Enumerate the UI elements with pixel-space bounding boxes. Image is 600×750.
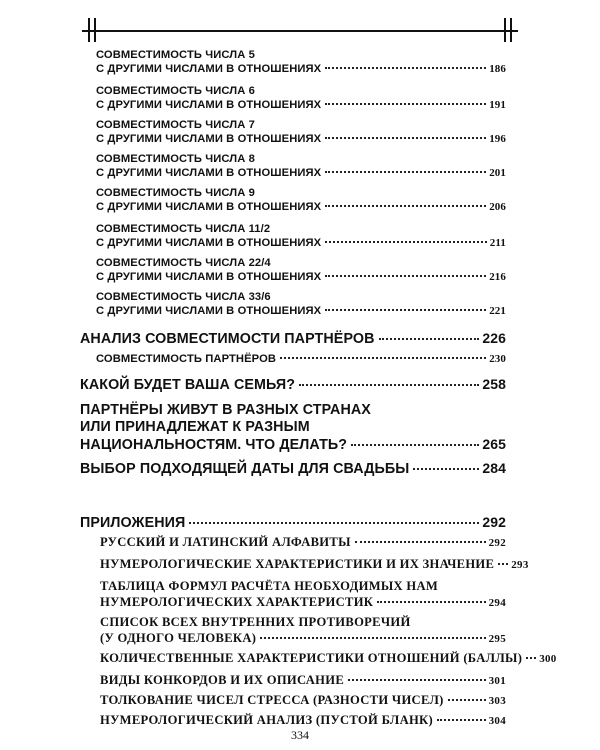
toc-entry-title: С ДРУГИМИ ЧИСЛАМИ В ОТНОШЕНИЯХ bbox=[96, 201, 322, 213]
dot-leader bbox=[413, 468, 479, 470]
toc-entry[interactable] bbox=[96, 256, 506, 284]
toc-chapter-countries[interactable] bbox=[80, 402, 506, 454]
toc-entry[interactable] bbox=[96, 48, 506, 76]
toc-entry[interactable] bbox=[96, 152, 506, 180]
toc-appendix-item[interactable] bbox=[100, 692, 506, 709]
toc-page-number: 304 bbox=[488, 715, 506, 727]
toc-page-number: 301 bbox=[488, 675, 506, 687]
toc-chapter-title: КАКОЙ БУДЕТ ВАША СЕМЬЯ? bbox=[80, 377, 296, 393]
toc-page-number: 292 bbox=[488, 537, 506, 549]
toc-page-number: 221 bbox=[489, 305, 506, 317]
toc-entry-title: СПИСОК ВСЕХ ВНУТРЕННИХ ПРОТИВОРЕЧИЙ bbox=[100, 615, 411, 629]
dot-leader bbox=[325, 67, 486, 69]
toc-page-number: 258 bbox=[482, 376, 506, 392]
toc-entry-title: С ДРУГИМИ ЧИСЛАМИ В ОТНОШЕНИЯХ bbox=[96, 63, 322, 75]
toc-entry-title: СОВМЕСТИМОСТЬ ПАРТНЁРОВ bbox=[96, 353, 277, 365]
toc-entry-title: ВИДЫ КОНКОРДОВ И ИХ ОПИСАНИЕ bbox=[100, 673, 345, 687]
dot-leader bbox=[325, 205, 486, 207]
toc-entry[interactable] bbox=[96, 290, 506, 318]
toc-entry-title: СОВМЕСТИМОСТЬ ЧИСЛА 33/6 bbox=[96, 291, 271, 303]
toc-appendix-item[interactable] bbox=[100, 556, 529, 573]
dot-leader bbox=[437, 719, 486, 721]
toc-page-number: 186 bbox=[489, 63, 506, 75]
toc-chapter-analysis[interactable] bbox=[80, 330, 506, 348]
toc-appendix-item[interactable] bbox=[100, 712, 506, 729]
toc-chapter-appendix[interactable] bbox=[80, 514, 506, 532]
toc-entry-title: (У ОДНОГО ЧЕЛОВЕКА) bbox=[100, 631, 257, 645]
dot-leader bbox=[325, 241, 487, 243]
toc-entry[interactable] bbox=[96, 222, 506, 250]
toc-page-number: 196 bbox=[489, 133, 506, 145]
dot-leader bbox=[379, 338, 480, 340]
dot-leader bbox=[348, 679, 486, 681]
toc-entry-title: НУМЕРОЛОГИЧЕСКИЙ АНАЛИЗ (ПУСТОЙ БЛАНК) bbox=[100, 713, 433, 727]
toc-entry-partners[interactable] bbox=[96, 352, 506, 366]
toc-entry-title: СОВМЕСТИМОСТЬ ЧИСЛА 8 bbox=[96, 153, 255, 165]
dot-leader bbox=[355, 541, 486, 543]
dot-leader bbox=[325, 275, 486, 277]
dot-leader bbox=[325, 137, 486, 139]
toc-page-number: 206 bbox=[489, 201, 506, 213]
dot-leader bbox=[325, 171, 486, 173]
dot-leader bbox=[526, 657, 536, 659]
toc-chapter-title: ПАРТНЁРЫ ЖИВУТ В РАЗНЫХ СТРАНАХ bbox=[80, 402, 371, 418]
toc-entry-title: С ДРУГИМИ ЧИСЛАМИ В ОТНОШЕНИЯХ bbox=[96, 99, 322, 111]
toc-entry[interactable] bbox=[96, 118, 506, 146]
toc-entry-title: ТАБЛИЦА ФОРМУЛ РАСЧЁТА НЕОБХОДИМЫХ НАМ bbox=[100, 579, 439, 593]
toc-chapter-title: ПРИЛОЖЕНИЯ bbox=[80, 515, 186, 531]
toc-entry-title: СОВМЕСТИМОСТЬ ЧИСЛА 9 bbox=[96, 187, 255, 199]
toc-entry[interactable] bbox=[96, 186, 506, 214]
dot-leader bbox=[299, 384, 479, 386]
toc-appendix-item[interactable] bbox=[100, 534, 506, 551]
toc-page-number: 284 bbox=[482, 460, 506, 476]
toc-page-number: 191 bbox=[489, 99, 506, 111]
toc-page-number: 201 bbox=[489, 167, 506, 179]
dot-leader bbox=[448, 699, 486, 701]
dot-leader bbox=[325, 309, 486, 311]
toc-page-number: 294 bbox=[488, 597, 506, 609]
toc-entry-title: С ДРУГИМИ ЧИСЛАМИ В ОТНОШЕНИЯХ bbox=[96, 305, 322, 317]
toc-page-number: 303 bbox=[488, 695, 506, 707]
toc-chapter-title: ВЫБОР ПОДХОДЯЩЕЙ ДАТЫ ДЛЯ СВАДЬБЫ bbox=[80, 461, 410, 477]
toc-entry-title: СОВМЕСТИМОСТЬ ЧИСЛА 7 bbox=[96, 119, 255, 131]
toc-page-number: 216 bbox=[489, 271, 506, 283]
toc-entry-title: С ДРУГИМИ ЧИСЛАМИ В ОТНОШЕНИЯХ bbox=[96, 167, 322, 179]
toc-entry-title: С ДРУГИМИ ЧИСЛАМИ В ОТНОШЕНИЯХ bbox=[96, 133, 322, 145]
toc-entry-title: КОЛИЧЕСТВЕННЫЕ ХАРАКТЕРИСТИКИ ОТНОШЕНИЙ (БАЛЛЫ) bbox=[100, 651, 523, 665]
dot-leader bbox=[325, 103, 486, 105]
toc-entry-title: С ДРУГИМИ ЧИСЛАМИ В ОТНОШЕНИЯХ bbox=[96, 237, 322, 249]
toc-entry[interactable] bbox=[96, 84, 506, 112]
dot-leader bbox=[260, 637, 485, 639]
toc-chapter-title: АНАЛИЗ СОВМЕСТИМОСТИ ПАРТНЁРОВ bbox=[80, 331, 375, 347]
toc-entry-title: НУМЕРОЛОГИЧЕСКИХ ХАРАКТЕРИСТИК bbox=[100, 595, 374, 609]
dot-leader bbox=[280, 357, 486, 359]
toc-entry-title: СОВМЕСТИМОСТЬ ЧИСЛА 22/4 bbox=[96, 257, 271, 269]
toc-entry-title: СОВМЕСТИМОСТЬ ЧИСЛА 6 bbox=[96, 85, 255, 97]
toc-appendix-item[interactable] bbox=[100, 614, 506, 647]
toc-appendix-item[interactable] bbox=[100, 578, 506, 611]
toc-entry-title: ТОЛКОВАНИЕ ЧИСЕЛ СТРЕССА (РАЗНОСТИ ЧИСЕЛ) bbox=[100, 693, 444, 707]
toc-entry-title: СОВМЕСТИМОСТЬ ЧИСЛА 11/2 bbox=[96, 223, 271, 235]
toc-page-number: 300 bbox=[539, 653, 557, 665]
toc-page-number: 292 bbox=[482, 514, 506, 530]
toc-entry-title: РУССКИЙ И ЛАТИНСКИЙ АЛФАВИТЫ bbox=[100, 535, 351, 549]
dot-leader bbox=[351, 444, 479, 446]
dot-leader bbox=[498, 563, 508, 565]
toc-chapter-title: ИЛИ ПРИНАДЛЕЖАТ К РАЗНЫМ bbox=[80, 419, 310, 435]
toc-entry-title: С ДРУГИМИ ЧИСЛАМИ В ОТНОШЕНИЯХ bbox=[96, 271, 322, 283]
toc-entry-title: СОВМЕСТИМОСТЬ ЧИСЛА 5 bbox=[96, 49, 255, 61]
toc-appendix-item[interactable] bbox=[100, 672, 506, 689]
toc-entry-title: НУМЕРОЛОГИЧЕСКИЕ ХАРАКТЕРИСТИКИ И ИХ ЗНАЧЕНИЕ bbox=[100, 557, 495, 571]
toc-appendix-item[interactable] bbox=[100, 650, 557, 667]
toc-page-number: 265 bbox=[482, 436, 506, 452]
dot-leader bbox=[377, 601, 485, 603]
toc-page-number: 295 bbox=[488, 633, 506, 645]
toc-chapter-title: НАЦИОНАЛЬНОСТЯМ. ЧТО ДЕЛАТЬ? bbox=[80, 437, 348, 453]
toc-chapter-wedding[interactable] bbox=[80, 460, 506, 478]
toc-page-number: 211 bbox=[489, 237, 506, 249]
toc-page-number: 293 bbox=[511, 559, 529, 571]
dot-leader bbox=[189, 522, 479, 524]
page-number: 334 bbox=[291, 728, 309, 742]
toc-page-number: 230 bbox=[489, 353, 506, 365]
toc-page-number: 226 bbox=[482, 330, 506, 346]
toc-chapter-family[interactable] bbox=[80, 376, 506, 394]
